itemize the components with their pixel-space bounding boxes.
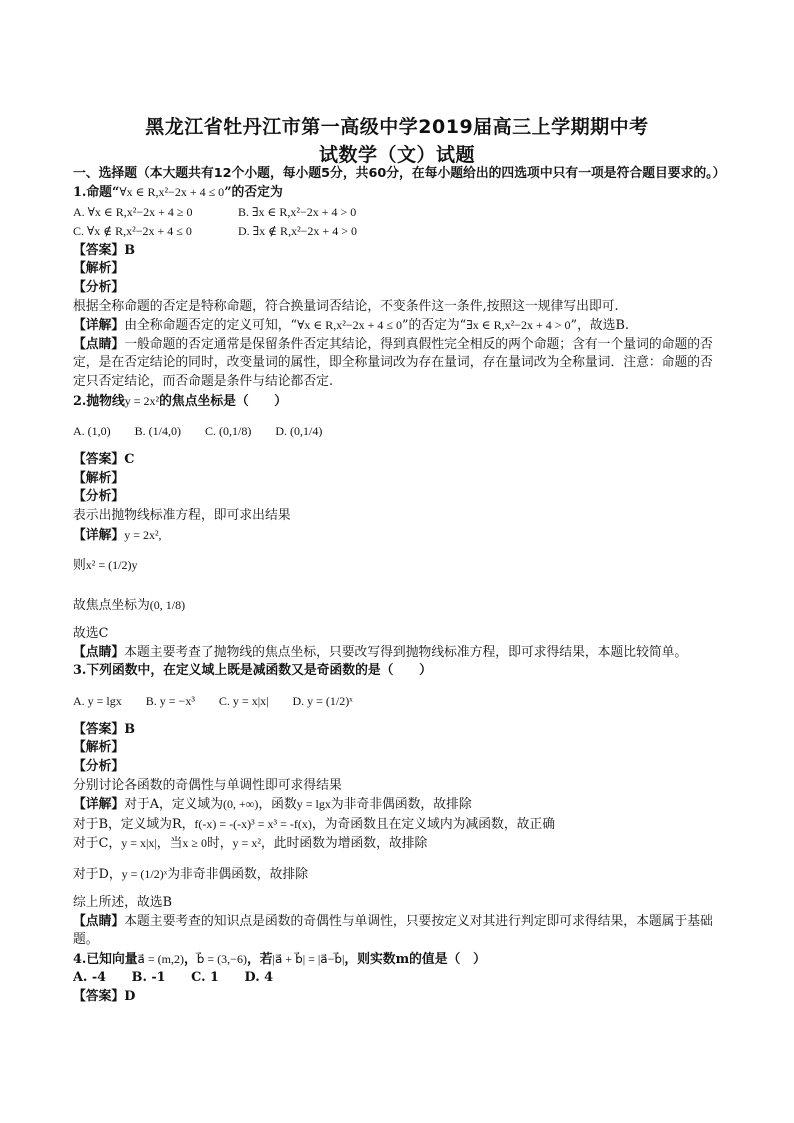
q2-choose: 故选C	[73, 626, 109, 642]
q1-options-cd	[73, 222, 725, 242]
q3-option-d: D. y = (1/2)ˣ	[292, 693, 353, 708]
q1-fenxi: 【分析】	[73, 279, 125, 295]
q2-stem: 2.抛物线y = 2x²的焦点坐标是（ ）	[73, 393, 288, 409]
q3-options	[73, 681, 725, 721]
q2-option-b: B. (1/4,0)	[134, 424, 182, 439]
q4-stem: 4.已知向量a⃗ = (m,2)，b⃗ = (3,−6)，若|a⃗ + b⃗| = |a⃗−b⃗|，则实数m的值是（ ）	[73, 951, 486, 967]
q2-fenxi: 【分析】	[73, 489, 125, 505]
q1-comment: 【点睛】一般命题的否定通常是保留条件否定其结论，得到真假性完全相反的两个命题；含有一个量词的命题的否定，是在否定结论的同时，改变量词的属性，即全称量词改为存在量词，存在量词改为全称量词．注意：命题的否定只否定结论，而否命题是条件与结论都否定.	[73, 336, 713, 389]
q1-options-ab	[73, 203, 725, 223]
q2-step2: 则x² = (1/2)y	[73, 558, 138, 574]
q3-detail-d: 对于D，y = (1/2)ˣ为非奇非偶函数，故排除	[73, 867, 308, 883]
section-heading: 一、选择题（本大题共有12个小题，每小题5分，共60分，在每小题给出的四选项中只有一项是符合题目要求的。）	[73, 166, 725, 181]
q3-option-a: A. y = lgx	[73, 693, 122, 708]
q2-option-c: C. (0,1/8)	[205, 424, 252, 439]
q1-option-c: C. ∀x ∉ R,x²−2x + 4 ≤ 0	[73, 224, 192, 239]
q3-option-b: B. y = −x³	[145, 693, 195, 708]
q3-comment: 【点睛】本题主要考查的知识点是函数的奇偶性与单调性，只要按定义对其进行判定即可求得结果，本题属于基础题。	[73, 913, 713, 948]
q3-answer: 【答案】B	[73, 721, 136, 737]
q3-detail-b: 对于B，定义域为R，f(-x) = -(-x)³ = x³ = -f(x)，为奇函数且在定义域内为减函数，故正确	[73, 816, 556, 832]
q1-detail: 【详解】由全称命题否定的定义可知，“∀x ∈ R,x²−2x + 4 ≤ 0”的否定为“∃x ∈ R,x²−2x + 4 > 0”，故选B.	[73, 318, 629, 334]
q2-comment: 【点睛】本题主要考查了抛物线的焦点坐标，只要改写得到抛物线标准方程，即可求得结果，本题比较简单。	[73, 644, 688, 660]
q2-option-d: D. (0,1/4)	[275, 424, 323, 439]
q1-option-b: B. ∃x ∈ R,x²−2x + 4 > 0	[238, 204, 357, 219]
q4-answer: 【答案】D	[73, 989, 136, 1004]
q3-stem: 3.下列函数中，在定义域上既是减函数又是奇函数的是（ ）	[73, 663, 432, 679]
q1-option-d: D. ∃x ∉ R,x²−2x + 4 > 0	[238, 224, 357, 239]
q4-options: A. -4 B. -1 C. 1 D. 4	[73, 970, 274, 986]
title-line-2: 试数学（文）试题	[318, 144, 475, 166]
q3-jiexi: 【解析】	[73, 740, 125, 756]
title-line-1: 黑龙江省牡丹江市第一高级中学2019届高三上学期期中考	[145, 116, 649, 138]
q1-stem: 1.命题“∀x ∈ R,x²−2x + 4 ≤ 0”的否定为	[73, 185, 283, 200]
q1-option-a: A. ∀x ∈ R,x²−2x + 4 ≥ 0	[73, 204, 193, 219]
q3-detail-c: 对于C，y = x|x|，当x ≥ 0时，y = x²，此时函数为增函数，故排除	[73, 836, 428, 852]
q2-detail: 【详解】y = 2x²,	[73, 527, 162, 543]
q1-jiexi: 【解析】	[73, 261, 125, 277]
q2-jiexi: 【解析】	[73, 470, 125, 486]
q1-analysis: 根据全称命题的否定是特称命题，符合换量词否结论，不变条件这一条件,按照这一规律写出即可.	[73, 298, 619, 314]
q2-option-a: A. (1,0)	[73, 424, 111, 439]
q2-options	[73, 411, 725, 451]
q2-step3: 故焦点坐标为(0, 1/8)	[73, 598, 186, 614]
q3-detail-a: 【详解】对于A，定义域为(0, +∞)，函数y = lgx为非奇非偶函数，故排除	[73, 797, 472, 813]
q3-summary: 综上所述，故选B	[73, 895, 172, 911]
q2-answer: 【答案】C	[73, 452, 135, 468]
q2-analysis: 表示出抛物线标准方程，即可求出结果	[73, 507, 291, 523]
q1-answer: 【答案】B	[73, 242, 136, 258]
q3-analysis: 分别讨论各函数的奇偶性与单调性即可求得结果	[73, 777, 342, 793]
q3-option-c: C. y = x|x|	[218, 693, 269, 708]
q3-fenxi: 【分析】	[73, 759, 125, 775]
content	[73, 164, 725, 1007]
